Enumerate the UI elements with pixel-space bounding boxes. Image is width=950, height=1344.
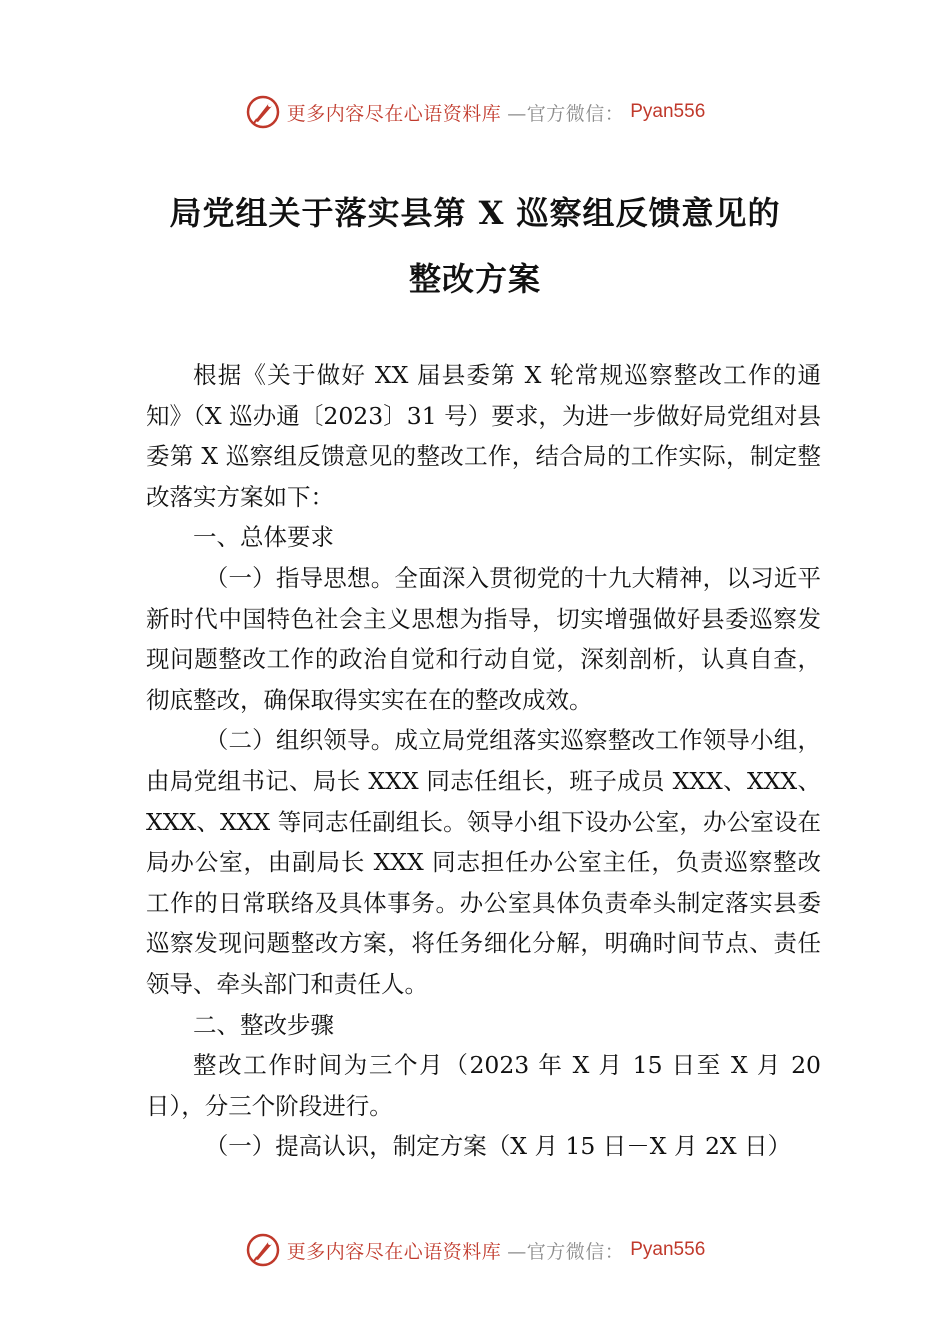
paragraph-intro: 根据《关于做好 XX 届县委第 X 轮常规巡察整改工作的通知》（X 巡办通〔2023〕31 号）要求，为进一步做好局党组对县委第 X 巡察组反馈意见的整改工作，结合局的工作实际，制定整改落实方案如下：	[146, 361, 821, 511]
watermark-gray-text: —官方微信：	[507, 102, 625, 125]
watermark-footer	[0, 1232, 950, 1268]
paragraph-phase-one: （一）提高认识，制定方案（X 月 15 日－X 月 2X 日）	[204, 1132, 792, 1161]
paragraph-organization-leadership: （二）组织领导。成立局党组落实巡察整改工作领导小组，由局党组书记、局长 XXX 同志任组长，班子成员 XXX、XXX、XXX、XXX 等同志任副组长。领导小组下设办公室，办公室设在局办公室，由副局长 XXX 同志担任办公室主任，负责巡察整改工作的日常联络及具体事务。办公室具体负责牵头制定落实县委巡察发现问题整改方案，将任务细化分解，明确时间节点、责任领导、牵头部门和责任人。	[146, 726, 821, 998]
watermark-gray-text: —官方微信：	[507, 1240, 625, 1263]
paragraph-timeline: 整改工作时间为三个月（2023 年 X 月 15 日至 X 月 20 日），分三个阶段进行。	[146, 1051, 821, 1120]
document-title	[100, 180, 850, 312]
heading-rectification-steps: 二、整改步骤	[193, 1010, 334, 1039]
watermark-red-text: 更多内容尽在心语资料库	[286, 1240, 502, 1263]
quill-pen-icon	[245, 1232, 281, 1268]
quill-pen-icon	[245, 94, 281, 130]
title-line-1: 局党组关于落实县第 X 巡察组反馈意见的	[169, 194, 781, 232]
heading-general-requirements: 一、总体要求	[193, 523, 334, 552]
watermark-header	[0, 94, 950, 130]
title-line-2: 整改方案	[408, 260, 541, 298]
watermark-red-text: 更多内容尽在心语资料库	[286, 102, 502, 125]
watermark-wechat-id: Pyan556	[630, 1239, 706, 1260]
watermark-wechat-id: Pyan556	[630, 101, 706, 122]
document-body	[146, 355, 821, 1167]
paragraph-guiding-ideology: （一）指导思想。全面深入贯彻党的十九大精神，以习近平新时代中国特色社会主义思想为指导，切实增强做好县委巡察发现问题整改工作的政治自觉和行动自觉，深刻剖析，认真自查，彻底整改，确保取得实实在在的整改成效。	[146, 563, 821, 714]
